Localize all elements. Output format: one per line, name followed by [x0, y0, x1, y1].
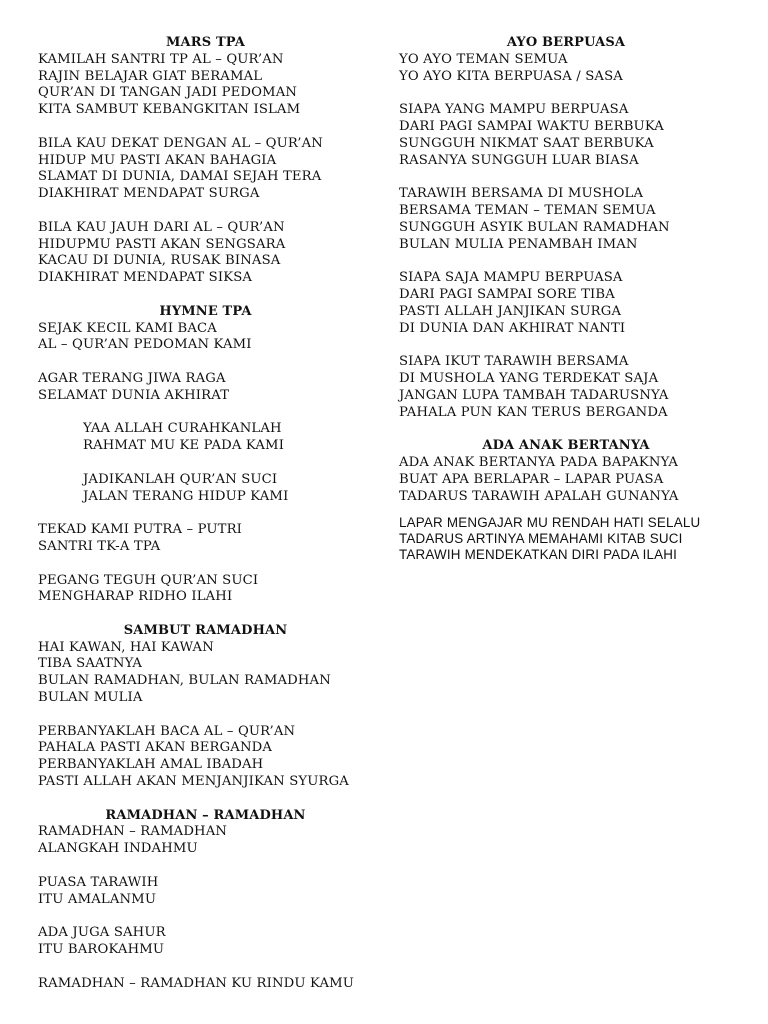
lyric-line: AGAR TERANG JIWA RAGA — [38, 370, 226, 386]
lyric-line: KAMILAH SANTRI TP AL – QUR’AN — [38, 51, 284, 67]
stanza-gap — [399, 337, 729, 354]
lyric-line: DI DUNIA DAN AKHIRAT NANTI — [399, 320, 626, 336]
stanza-gap — [38, 959, 378, 976]
stanza-gap — [38, 354, 378, 371]
lyric-line: PAHALA PASTI AKAN BERGANDA — [38, 740, 273, 756]
lyric-line: RAHMAT MU KE PADA KAMI — [83, 438, 285, 454]
lyric-line: ADA JUGA SAHUR — [38, 925, 166, 941]
ramadhan-ramadhan-lyrics — [38, 824, 378, 992]
lyric-line: SUNGGUH NIKMAT SAAT BERBUKA — [399, 135, 654, 151]
lyric-line: PASTI ALLAH AKAN MENJANJIKAN SYURGA — [38, 774, 349, 790]
mars-tpa-title: MARS TPA — [166, 35, 245, 50]
stanza-gap — [38, 556, 378, 573]
stanza-gap — [399, 85, 729, 102]
lyric-line: SEJAK KECIL KAMI BACA — [38, 320, 217, 336]
lyric-line: KITA SAMBUT KEBANGKITAN ISLAM — [38, 102, 301, 118]
lyric-line: TEKAD KAMI PUTRA – PUTRI — [38, 522, 243, 538]
hymne-tpa-lyrics-2 — [38, 522, 378, 606]
lyric-line: SANTRI TK-A TPA — [38, 538, 161, 554]
lyric-line: DARI PAGI SAMPAI SORE TIBA — [399, 286, 615, 302]
left-column — [38, 35, 378, 992]
lyric-line: PUASA TARAWIH — [38, 874, 159, 890]
lyric-line: MENGHARAP RIDHO ILAHI — [38, 589, 233, 605]
lyric-line: KACAU DI DUNIA, RUSAK BINASA — [38, 253, 281, 269]
hymne-tpa-chorus — [38, 421, 378, 505]
lyric-line: ITU BAROKAHMU — [38, 942, 165, 958]
ada-anak-bertanya-lyrics — [399, 455, 729, 505]
lyric-line: JANGAN LUPA TAMBAH TADARUSNYA — [399, 387, 669, 403]
sambut-ramadhan-title: SAMBUT RAMADHAN — [123, 622, 288, 638]
lyric-line: DIAKHIRAT MENDAPAT SIKSA — [38, 270, 253, 286]
sambut-ramadhan-lyrics — [38, 640, 378, 791]
ada-anak-bertanya-answer — [399, 515, 729, 563]
lyric-line: TIBA SAATNYA — [38, 656, 143, 672]
hymne-tpa-title: HYMNE TPA — [159, 303, 252, 319]
lyric-line: HIDUPMU PASTI AKAN SENGSARA — [38, 236, 286, 252]
stanza-gap — [399, 169, 729, 186]
lyric-line: DIAKHIRAT MENDAPAT SURGA — [38, 186, 260, 202]
lyric-line: BULAN MULIA — [38, 690, 143, 706]
stanza-gap — [38, 908, 378, 925]
lyric-line: RAJIN BELAJAR GIAT BERAMAL — [38, 68, 263, 84]
lyric-line: ITU AMALANMU — [38, 891, 157, 907]
lyric-line: SLAMAT DI DUNIA, DAMAI SEJAH TERA — [38, 169, 322, 185]
lyric-line: TADARUS TARAWIH APALAH GUNANYA — [399, 488, 679, 504]
lyric-line: RAMADHAN – RAMADHAN — [38, 824, 228, 840]
lyric-line: RASANYA SUNGGUH LUAR BIASA — [399, 152, 639, 168]
lyric-line: LAPAR MENGAJAR MU RENDAH HATI SELALU — [399, 515, 701, 531]
lyric-line: JALAN TERANG HIDUP KAMI — [83, 488, 289, 504]
lyric-line: PEGANG TEGUH QUR’AN SUCI — [38, 572, 259, 588]
lyric-line: HIDUP MU PASTI AKAN BAHAGIA — [38, 152, 277, 168]
lyric-line: SELAMAT DUNIA AKHIRAT — [38, 387, 230, 403]
lyric-line: YO AYO TEMAN SEMUA — [399, 51, 568, 67]
right-column — [399, 35, 729, 563]
mars-tpa-lyrics — [38, 52, 378, 287]
stanza-gap — [38, 707, 378, 724]
lyric-line: SIAPA YANG MAMPU BERPUASA — [399, 102, 629, 118]
lyric-line: BERSAMA TEMAN – TEMAN SEMUA — [399, 202, 656, 218]
ayo-berpuasa-title: AYO BERPUASA — [506, 35, 626, 50]
lyric-line: PASTI ALLAH JANJIKAN SURGA — [399, 303, 622, 319]
lyric-line: PERBANYAKLAH BACA AL – QUR’AN — [38, 723, 296, 739]
ayo-berpuasa-lyrics — [399, 52, 729, 422]
lyric-line: BILA KAU JAUH DARI AL – QUR’AN — [38, 219, 285, 235]
lyric-line: BULAN MULIA PENAMBAH IMAN — [399, 236, 638, 252]
lyric-line: ADA ANAK BERTANYA PADA BAPAKNYA — [399, 454, 679, 470]
lyric-line: ALANGKAH INDAHMU — [38, 841, 198, 857]
stanza-gap — [83, 455, 378, 472]
lyric-line: SIAPA IKUT TARAWIH BERSAMA — [399, 354, 629, 370]
lyric-line: RAMADHAN – RAMADHAN KU RINDU KAMU — [38, 975, 355, 991]
stanza-gap — [38, 119, 378, 136]
stanza-gap — [38, 203, 378, 220]
lyric-line: AL – QUR’AN PEDOMAN KAMI — [38, 337, 252, 353]
lyric-line: SIAPA SAJA MAMPU BERPUASA — [399, 270, 623, 286]
lyric-line: TARAWIH BERSAMA DI MUSHOLA — [399, 186, 644, 202]
lyric-line: HAI KAWAN, HAI KAWAN — [38, 639, 214, 655]
lyric-line: JADIKANLAH QUR’AN SUCI — [83, 471, 278, 487]
lyric-line: PAHALA PUN KAN TERUS BERGANDA — [399, 404, 668, 420]
lyric-line: YAA ALLAH CURAHKANLAH — [83, 421, 282, 437]
hymne-tpa-lyrics — [38, 321, 378, 405]
stanza-gap — [38, 858, 378, 875]
lyric-line: PERBANYAKLAH AMAL IBADAH — [38, 757, 264, 773]
stanza-gap — [399, 253, 729, 270]
lyric-line: TADARUS ARTINYA MEMAHAMI KITAB SUCI — [399, 531, 683, 547]
lyric-line: SUNGGUH ASYIK BULAN RAMADHAN — [399, 219, 670, 235]
lyric-line: TARAWIH MENDEKATKAN DIRI PADA ILAHI — [399, 547, 678, 563]
lyric-line: BULAN RAMADHAN, BULAN RAMADHAN — [38, 673, 331, 689]
ramadhan-ramadhan-title: RAMADHAN – RAMADHAN — [105, 807, 306, 823]
lyric-line: YO AYO KITA BERPUASA / SASA — [399, 68, 623, 84]
lyric-line: DARI PAGI SAMPAI WAKTU BERBUKA — [399, 118, 664, 134]
lyric-line: QUR’AN DI TANGAN JADI PEDOMAN — [38, 85, 298, 101]
ada-anak-bertanya-title: ADA ANAK BERTANYA — [482, 438, 650, 454]
lyric-line: BUAT APA BERLAPAR – LAPAR PUASA — [399, 471, 664, 487]
lyric-line: DI MUSHOLA YANG TERDEKAT SAJA — [399, 370, 659, 386]
lyric-line: BILA KAU DEKAT DENGAN AL – QUR’AN — [38, 135, 323, 151]
